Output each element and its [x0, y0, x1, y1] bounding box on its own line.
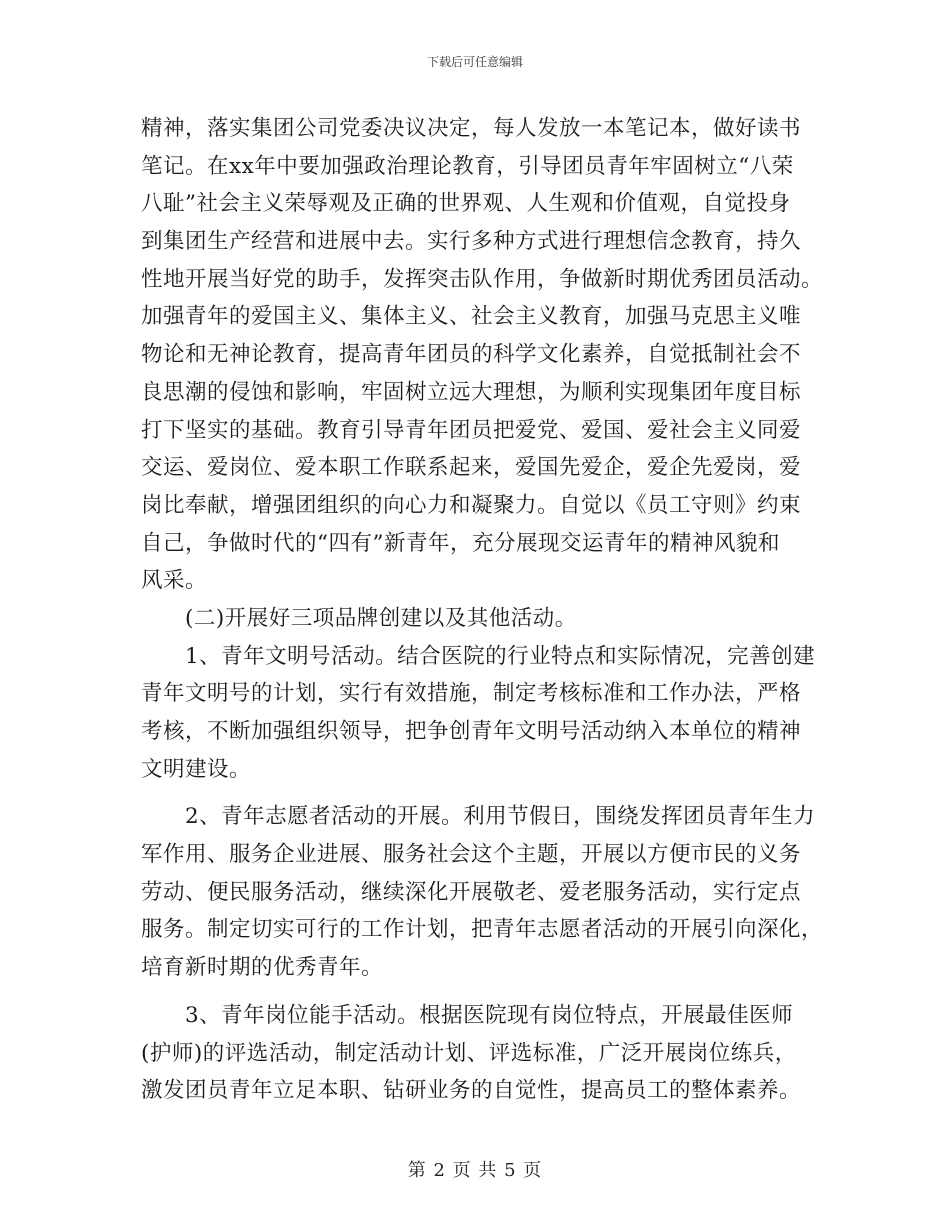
page-number: 第 2 页 共 5 页: [407, 1160, 543, 1181]
paragraph: [141, 798, 824, 986]
text-line: 八耻”社会主义荣辱观及正确的世界观、人生观和价值观，自觉投身: [141, 191, 791, 217]
text-line: 良思潮的侵蚀和影响，牢固树立远大理想，为顺利实现集团年度目标: [141, 379, 802, 405]
text-line: 到集团生产经营和进展中去。实行多种方式进行理想信念教育，持久: [141, 229, 802, 255]
text-line: 精神，落实集团公司党委决议决定，每人发放一本笔记本，做好读书: [141, 116, 802, 141]
text-line: 青年文明号的计划，实行有效措施，制定考核标准和工作办法，严格: [141, 681, 802, 707]
text-line: 性地开展当好党的助手，发挥突击队作用，争做新时期优秀团员活动。: [141, 266, 824, 292]
page-header: 下载后可任意编辑: [426, 55, 523, 69]
section-heading: [141, 600, 813, 638]
text-line: 文明建设。: [141, 756, 252, 782]
text-line: (二)开展好三项品牌创建以及其他活动。: [185, 605, 577, 631]
text-line: 军作用、服务企业进展、服务社会这个主题，开展以方便市民的义务: [141, 842, 802, 868]
document-body: [141, 110, 824, 1110]
text-line: 1、青年文明号活动。结合医院的行业特点和实际情况，完善创建: [185, 643, 816, 669]
text-line: 交运、爱岗位、爱本职工作联系起来，爱国先爱企，爱企先爱岗，爱: [141, 455, 802, 481]
paragraph: [141, 110, 824, 600]
text-line: 3、青年岗位能手活动。根据医院现有岗位特点，开展最佳医师: [185, 1002, 794, 1028]
text-line: 劳动、便民服务活动，继续深化开展敬老、爱老服务活动，实行定点: [141, 879, 802, 905]
text-line: 笔记。在xx年中要加强政治理论教育，引导团员青年牢固树立“八荣: [141, 153, 794, 179]
text-line: 自己，争做时代的“四有”新青年，充分展现交运青年的精神风貌和: [141, 530, 780, 556]
text-line: 培育新时期的优秀青年。: [141, 955, 384, 981]
text-line: 打下坚实的基础。教育引导青年团员把爱党、爱国、爱社会主义同爱: [141, 417, 802, 443]
text-line: 物论和无神论教育，提高青年团员的科学文化素养，自觉抵制社会不: [141, 342, 802, 368]
text-line: 服务。制定切实可行的工作计划，把青年志愿者活动的开展引向深化，: [141, 917, 824, 943]
paragraph: [141, 997, 813, 1110]
text-line: 加强青年的爱国主义、集体主义、社会主义教育，加强马克思主义唯: [141, 304, 802, 330]
text-line: 2、青年志愿者活动的开展。利用节假日，围绕发挥团员青年生力: [185, 804, 816, 830]
text-line: 岗比奉献，增强团组织的向心力和凝聚力。自觉以《员工守则》约束: [141, 492, 802, 518]
text-line: 风采。: [141, 568, 208, 594]
text-line: 激发团员青年立足本职、钻研业务的自觉性，提高员工的整体素养。: [141, 1078, 802, 1104]
text-line: (护师)的评选活动，制定活动计划、评选标准，广泛开展岗位练兵，: [141, 1040, 797, 1066]
text-line: 考核，不断加强组织领导，把争创青年文明号活动纳入本单位的精神: [141, 719, 802, 744]
paragraph: [141, 638, 816, 789]
